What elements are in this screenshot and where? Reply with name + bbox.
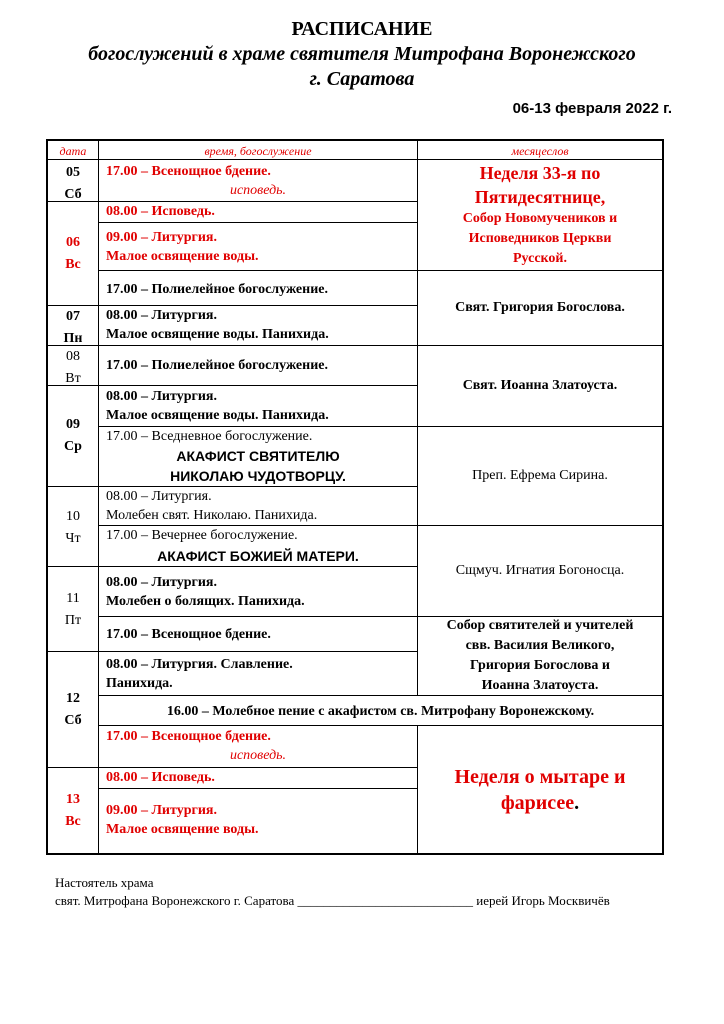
menologion-line: Собор святителей и учителей (446, 618, 634, 633)
menologion-line: Собор Новомучеников и (462, 211, 618, 226)
svc-sep (98, 651, 417, 652)
svc-sep (98, 270, 417, 271)
service-entry: Малое освящение воды. Панихида. (106, 327, 329, 342)
date-cell (48, 688, 98, 732)
page-title: РАСПИСАНИЕ (291, 18, 433, 40)
col-header-service: время, богослужение (204, 144, 312, 158)
menologion-title: фарисее (500, 791, 575, 814)
svc-sep (98, 222, 417, 223)
service-entry: Малое освящение воды. Панихида. (106, 408, 329, 423)
service-note: исповедь. (229, 748, 287, 763)
date-number: 11 (66, 591, 80, 606)
menologion-title-line (501, 790, 579, 816)
date-cell (48, 789, 98, 833)
menologion-cell (418, 427, 662, 525)
svc-sep (98, 788, 417, 789)
date-weekday: Пт (64, 613, 82, 628)
service-entry: 16.00 – Молебное пение с акафистом св. Митрофану Воронежскому. (166, 704, 595, 719)
date-number: 09 (66, 417, 80, 432)
service-entry: 08.00 – Литургия. (106, 389, 217, 404)
date-weekday: Пн (63, 331, 83, 346)
page-subtitle-city: г. Саратова (309, 68, 415, 90)
service-entry: 08.00 – Литургия. (106, 489, 212, 504)
service-entry: 09.00 – Литургия. (106, 230, 217, 245)
menologion-cell (418, 346, 662, 426)
date-weekday: Чт (65, 531, 81, 546)
service-entry: 09.00 – Литургия. (106, 803, 217, 818)
menologion-title: Неделя о мытаре и (454, 765, 626, 788)
date-weekday: Вс (65, 257, 81, 272)
date-weekday: Сб (64, 187, 82, 202)
date-sep (46, 767, 98, 768)
menologion-cell (418, 271, 662, 345)
date-weekday: Вс (65, 814, 81, 829)
signature-blank: ___________________________ (297, 893, 474, 908)
date-number: 12 (66, 691, 80, 706)
date-sep (46, 486, 98, 487)
service-entry: Молебен свят. Николаю. Панихида. (106, 508, 318, 523)
footer-rector-title: Настоятель храма (55, 875, 154, 890)
date-cell (48, 232, 98, 276)
footer-priest: иерей Игорь Москвичёв (476, 893, 610, 908)
date-cell (48, 414, 98, 458)
col-header-date: дата (59, 144, 87, 158)
menologion-title: Неделя 33-я по (479, 163, 601, 183)
menologion-title: Пятидесятнице, (474, 187, 606, 207)
date-weekday: Вт (65, 371, 81, 386)
menologion-cell (418, 526, 662, 616)
col-header-menologion: месяцеслов (511, 144, 569, 158)
date-sep (46, 651, 98, 652)
date-number: 13 (66, 792, 80, 807)
svc-sep (98, 385, 417, 386)
menologion-line: Русской. (513, 251, 567, 266)
service-note: исповедь. (229, 183, 287, 198)
svc-sep (98, 616, 417, 617)
menologion-line: Исповедников Церкви (468, 231, 612, 246)
menologion-line: Свят. Григория Богослова. (455, 300, 625, 315)
service-entry: 17.00 – Вседневное богослужение. (106, 429, 313, 444)
footer-church: свят. Митрофана Воронежского г. Саратова (55, 893, 295, 908)
service-entry: Панихида. (106, 676, 173, 691)
menologion-line: Григория Богослова и (470, 658, 610, 673)
table-border-right (662, 139, 664, 855)
service-akathist: АКАФИСТ БОЖИЕЙ МАТЕРИ. (157, 548, 359, 564)
menologion-cell (418, 617, 662, 695)
date-number: 06 (66, 235, 80, 250)
date-cell (48, 306, 98, 350)
service-entry: 08.00 – Исповедь. (106, 204, 215, 219)
service-entry: Молебен о болящих. Панихида. (106, 594, 305, 609)
service-entry: 17.00 – Вечернее богослужение. (106, 528, 298, 543)
footer-signature-line (55, 893, 610, 909)
menologion-line: Сщмуч. Игнатия Богоносца. (455, 563, 625, 578)
date-number: 08 (66, 349, 80, 364)
service-entry: 08.00 – Исповедь. (106, 770, 215, 785)
menologion-line: Свят. Иоанна Златоуста. (462, 378, 618, 393)
service-entry: 17.00 – Всенощное бдение. (106, 627, 271, 642)
service-entry: 08.00 – Литургия. Славление. (106, 657, 293, 672)
date-number: 10 (66, 509, 80, 524)
service-entry: Малое освящение воды. (106, 249, 259, 264)
service-akathist: НИКОЛАЮ ЧУДОТВОРЦУ. (170, 468, 346, 484)
date-cell (48, 346, 98, 390)
service-entry: 17.00 – Всенощное бдение. (106, 729, 271, 744)
date-range: 06-13 февраля 2022 г. (512, 100, 672, 117)
service-akathist: АКАФИСТ СВЯТИТЕЛЮ (176, 448, 340, 464)
date-cell (48, 588, 98, 632)
service-entry: 17.00 – Полиелейное богослужение. (106, 282, 328, 297)
menologion-cell (418, 726, 662, 853)
service-entry: 08.00 – Литургия. (106, 575, 217, 590)
service-entry: 17.00 – Всенощное бдение. (106, 164, 271, 179)
menologion-line: Преп. Ефрема Сирина. (472, 468, 608, 483)
date-weekday: Сб (64, 713, 82, 728)
date-weekday: Ср (64, 439, 82, 454)
date-number: 07 (66, 309, 80, 324)
menologion-cell (418, 160, 662, 270)
page-subtitle: богослужений в храме святителя Митрофана Воронежского (88, 43, 636, 65)
service-entry: 08.00 – Литургия. (106, 308, 217, 323)
menologion-line: свв. Василия Великого, (465, 638, 615, 653)
service-entry: 17.00 – Полиелейное богослужение. (106, 358, 328, 373)
menologion-period: . (574, 791, 580, 814)
svc-sep (98, 345, 417, 346)
service-entry: Малое освящение воды. (106, 822, 259, 837)
date-sep (46, 566, 98, 567)
svc-sep (98, 566, 417, 567)
menologion-line: Иоанна Златоуста. (481, 678, 599, 693)
table-border-bottom (46, 853, 664, 855)
date-cell (48, 506, 98, 550)
date-cell (48, 162, 98, 206)
date-number: 05 (66, 165, 80, 180)
